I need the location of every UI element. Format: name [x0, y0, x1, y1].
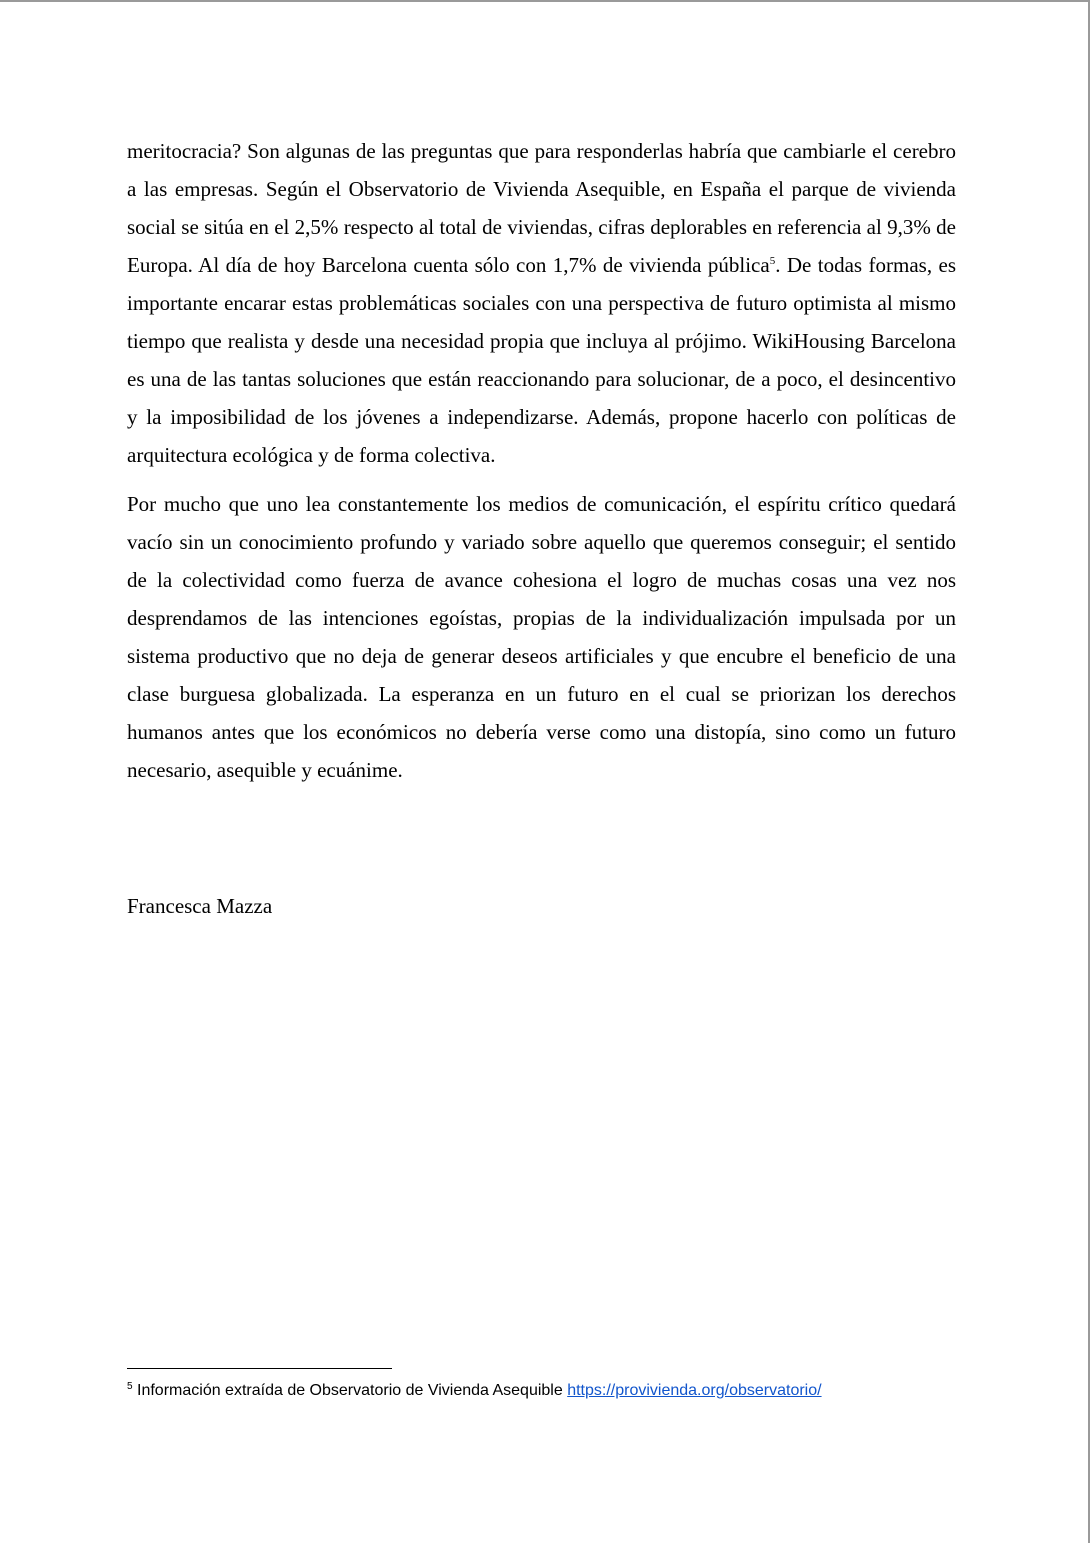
footnote-marker: 5 — [127, 1381, 133, 1392]
body-text — [127, 132, 956, 800]
author-signature: Francesca Mazza — [127, 894, 273, 918]
footnote-text: Información extraída de Observatorio de Vivienda Asequible — [137, 1382, 568, 1399]
footnote-reference[interactable]: 5 — [769, 255, 776, 267]
paragraph-1-continuation: . De todas formas, es importante encarar estas problemáticas sociales con una perspectiva de futuro optimista al mismo tiempo que realista y desde una necesidad propia que incluya al prójimo. WikiHousing Barcelona es una de las tantas soluciones que están reaccionando para solucionar, de a poco, el desincentivo y la imposibilidad de los jóvenes a independizarse. Además, propone hacerlo con políticas de arquitectura ecológica y de forma colectiva. — [127, 253, 956, 467]
paragraph-2: Por mucho que uno lea constantemente los medios de comunicación, el espíritu crítico quedará vacío sin un conocimiento profundo y variado sobre aquello que queremos conseguir; el sentido de la colectividad como fuerza de avance cohesiona el logro de muchas cosas una vez nos desprendamos de las intenciones egoístas, propias de la individualización impulsada por un sistema productivo que no deja de generar deseos artificiales y que encubre el beneficio de una clase burguesa globalizada. La esperanza en un futuro en el cual se priorizan los derechos humanos antes que los económicos no debería verse como una distopía, sino como un futuro necesario, asequible y ecuánime. — [127, 492, 956, 782]
paragraph-1 — [127, 132, 956, 474]
footnote — [127, 1380, 967, 1402]
paragraph-1-text: meritocracia? Son algunas de las preguntas que para responderlas habría que cambiarle el cerebro a las empresas. Según el Observatorio de Vivienda Asequible, en España el parque de vivienda social se sitúa en el 2,5% respecto al total de viviendas, cifras deplorables en referencia al 9,3% de Europa. Al día de hoy Barcelona cuenta sólo con 1,7% de vivienda pública — [127, 139, 956, 277]
footnote-link[interactable]: https://provivienda.org/observatorio/ — [567, 1382, 822, 1399]
footnote-separator — [127, 1368, 392, 1369]
